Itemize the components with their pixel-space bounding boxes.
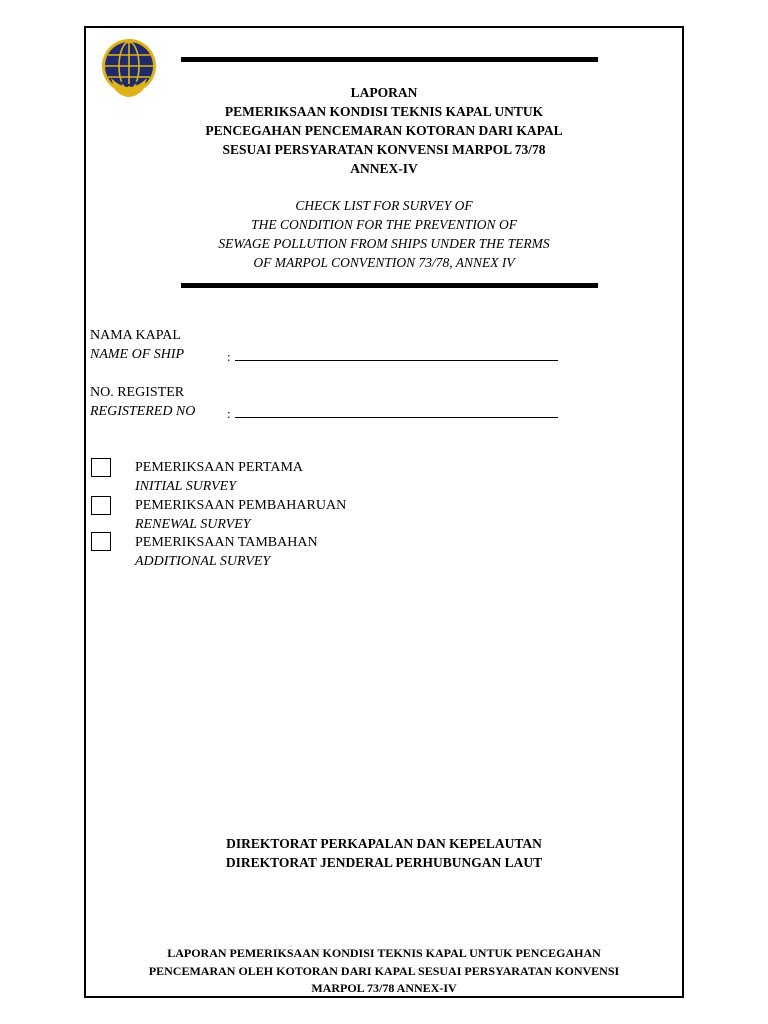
subtitle-line: OF MARPOL CONVENTION 73/78, ANNEX IV (253, 255, 515, 270)
footer-line: LAPORAN PEMERIKSAAN KONDISI TEKNIS KAPAL UNTUK PENCEGAHAN (167, 946, 601, 960)
title-line: SESUAI PERSYARATAN KONVENSI MARPOL 73/78 (222, 142, 546, 157)
subtitle-line: SEWAGE POLLUTION FROM SHIPS UNDER THE TERMS (218, 236, 550, 251)
title-line: ANNEX-IV (350, 161, 418, 176)
organization-line: DIREKTORAT PERKAPALAN DAN KEPELAUTAN (226, 836, 542, 851)
title-line: PENCEGAHAN PENCEMARAN KOTORAN DARI KAPAL (205, 123, 563, 138)
additional-survey-label-en: ADDITIONAL SURVEY (135, 554, 271, 569)
additional-survey-checkbox[interactable] (91, 532, 111, 551)
register-no-blank[interactable] (235, 405, 558, 418)
initial-survey-label (135, 458, 303, 496)
initial-survey-label-id: PEMERIKSAAN PERTAMA (135, 460, 303, 475)
ship-name-label-id: NAMA KAPAL (90, 328, 181, 343)
footer-line: MARPOL 73/78 ANNEX-IV (311, 981, 457, 995)
additional-survey-label (135, 533, 318, 571)
document-subtitle (84, 196, 684, 272)
top-divider (181, 57, 598, 62)
initial-survey-label-en: INITIAL SURVEY (135, 479, 236, 494)
renewal-survey-label (135, 496, 346, 534)
register-no-label-en: REGISTERED NO (90, 404, 196, 419)
register-no-label (90, 383, 195, 421)
ship-name-label (90, 326, 184, 364)
renewal-survey-label-en: RENEWAL SURVEY (135, 517, 251, 532)
issuing-organization (84, 834, 684, 872)
initial-survey-checkbox[interactable] (91, 458, 111, 477)
renewal-survey-label-id: PEMERIKSAAN PEMBAHARUAN (135, 498, 347, 513)
ship-name-label-en: NAME OF SHIP (90, 347, 185, 362)
ship-name-blank[interactable] (235, 348, 558, 361)
footer-line: PENCEMARAN OLEH KOTORAN DARI KAPAL SESUAI PERSYARATAN KONVENSI (148, 963, 620, 978)
subtitle-line: THE CONDITION FOR THE PREVENTION OF (251, 217, 517, 232)
bottom-divider (181, 283, 598, 288)
title-line: LAPORAN (350, 85, 418, 100)
subtitle-line: CHECK LIST FOR SURVEY OF (295, 198, 473, 213)
register-no-label-id: NO. REGISTER (90, 385, 185, 400)
ship-name-field[interactable] (227, 348, 558, 365)
register-no-colon: : (227, 406, 231, 421)
additional-survey-label-id: PEMERIKSAAN TAMBAHAN (135, 535, 318, 550)
document-footer (84, 945, 684, 998)
document-title (84, 83, 684, 178)
renewal-survey-checkbox[interactable] (91, 496, 111, 515)
title-line: PEMERIKSAAN KONDISI TEKNIS KAPAL UNTUK (224, 104, 544, 119)
ship-name-colon: : (227, 349, 231, 364)
organization-line: DIREKTORAT JENDERAL PERHUBUNGAN LAUT (225, 855, 543, 870)
register-no-field[interactable] (227, 405, 558, 422)
